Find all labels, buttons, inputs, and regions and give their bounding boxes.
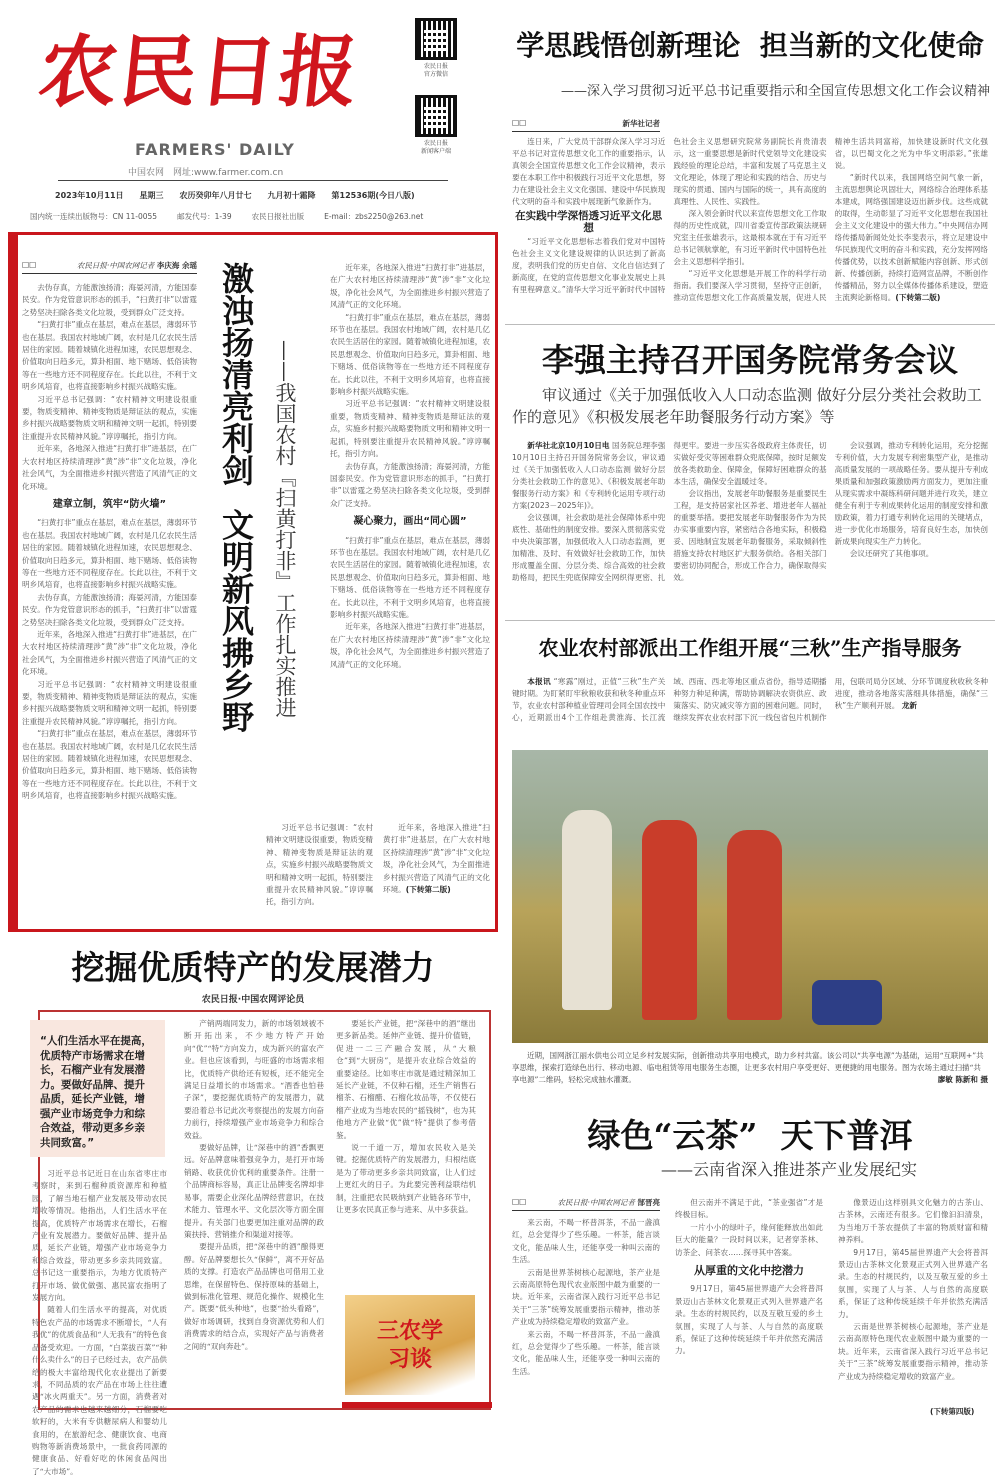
farmer-figure [562,810,612,1010]
commentary-col2: 产销两端同发力，新的市场领域被不断开拓出来，不少地方特产开始向“优”“特”方向发力，成为新兴的富农产业。但也应该看到，与旺盛的市场需求相比，优质特产供给还有短板，还不能完全满足日益增长的市场需求。“酒香也怕巷子深”，要挖掘优质特产的发展潜力，就要沿着总书记此次考察提出的发展方向奋力前行，持续增强产业市场竞争力和综合效益。 要做好品牌，让“深巷中的酒”香飘更远。好品牌意味着强竞争力，是打开市场销路、收获优价优利的重要条件。注册一个品牌商标容易，真正让品牌变名牌却非易事，需要企业深化品牌经营意识，在技术能力、管理水平、文化层次等方面全面提升。有关部门也要更加注重对品牌的政策扶持、营销推介和渠道对接等。 要提升品质，把“深巷中的酒”酿得更醇。好品牌要想长久“保鲜”，离不开好品质的支撑。打造农产品品牌也可借用工业思维，在保留特色、保持原味的基础上，做到标准化管理、规范化操作、规模化生产。既要“低头种地”，也要“抬头看路”，做好市场调研，找到自身资源优势和人们消费需求的结合点，实现好产品与消费者之间的“双向奔赴”。 [184,1019,324,1351]
qr-app[interactable] [415,95,457,156]
bag [812,980,882,1025]
feature-body-end: 习近平总书记强调：“农村精神文明建设很重要，物质变精神、精神变物质是辩证法的观点，实施乡村振兴战略要物质文明和精神文明一起抓，特别要注重提升农民精神风貌。”谆谆嘱托，指引方向。 近年来，各地深入推进“扫黄打非”进基层，在广大农村地区持续清理涉“黄”涉“非”文化垃圾，净化社会风气，为全面推进乡村振兴营造了风清气正的文化环境。(下转第二版) [266,823,490,907]
feature-body-col3: 近年来，各地深入推进“扫黄打非”进基层，在广大农村地区持续清理涉“黄”涉“非”文化垃圾，净化社会风气，为全面推进乡村振兴营造了风清气正的文化环境。 “扫黄打非”重点在基层，难点在基层，薄弱环节也在基层。我国农村地域广阔，农村是几亿农民生活居住的家园。随着城镇化进程加速，农民思想观念、价值取向日趋多元，算卦相面、地下赌场、低俗读物等在一些地方还不同程度存在。长此以往，不利于文明乡风培育，也将直接影响乡村振兴战略实施。 习近平总书记强调：“农村精神文明建设很重要，物质变精神、精神变物质是辩证法的观点，实施乡村振兴战略要物质文明和精神文明一起抓，特别要注重提升农民精神风貌。”谆谆嘱托，指引方向。 去伪存真，方能激浊扬清；海晏河清，方能国泰民安。作为党管意识形态的抓手，“扫黄打非”以雷霆之势坚决扫除各类文化垃圾，受到群众广泛支持。 凝心聚力，画出“同心圆” “扫黄打非”重点在基层，难点在基层，薄弱环节也在基层。我国农村地域广阔，农村是几亿农民生活居住的家园。随着城镇化进程加速，农民思想观念、价值取向日趋多元，算卦相面、地下赌场、低俗读物等在一些地方还不同程度存在。长此以往，不利于文明乡风培育，也将直接影响乡村振兴战略实施。 近年来，各地深入推进“扫黄打非”进基层，在广大农村地区持续清理涉“黄”涉“非”文化垃圾，净化社会风气，为全面推进乡村振兴营造了风清气正的文化环境。 [330,263,490,669]
tea-col2: 但云南并不满足于此，“茶业强省”才是终极目标。 一片小小的绿叶子，缘何能释放出如此巨大的能量？一段时间以来，记者穿茶林、访茶企、问茶农……探寻其中答案。 从厚重的文化中挖潜力 9月17日，第45届世界遗产大会将普洱景迈山古茶林文化景观正式列入世界遗产名录。生态的村规民约，以及互敬互爱的乡土氛围，实现了人与茶、人与自然的高度联系，保证了这种传统延续千年并依然充满活力。 [675,1198,823,1356]
qr-code-icon [415,18,457,60]
section-subhead: 在实践中学深悟透习近平文化思想 [515,210,663,234]
newspaper-logo: 农民日报 [34,27,365,118]
section-subhead: 建章立制，筑牢“防火墙” [52,498,167,510]
liqiang-subheadline: 审议通过《关于加强低收入人口动态监测 做好分层分类社会救助工作的意见》《积极发展老年助餐服务行动方案》等 [512,386,982,426]
commentary-col3: 要延长产业链，把“深巷中的酒”继出更多新品类。延伸产业链、提升价值链，促进一二三产融合发展，从“大粮仓”到“大厨房”，是提升农业综合效益的重要途径。比如枣庄市就是通过精深加工延长产业链，不仅种石榴，还生产销售石榴茶、石榴醋、石榴化妆品等，不仅使石榴产业成为当地农民的“摇钱树”，也为其他地方产业做“优”做“特”提供了参考借鉴。 说一千道一万，增加农民收入是关键。挖掘优质特产的发展潜力，归根结底是为了带动更多乡亲共同致富，让人们过上更红火的日子。为此要完善利益联结机制，注重把农民吸纳到产业链各环节中，让更多农民真正参与进来、从中多获益。 [336,1019,476,1215]
agri-body: 本报讯 “寒露”刚过，正值“三秋”生产关键时期。为盯紧盯牢秋粮收获和秋冬种重点环节，农业农村部种植业管理司会同全国农技中心，近期派出4个工作组赴黄淮海、长江流域、西南、西北等地区重点省份，指导适期播种努力种足种满，帮助协调解决农资供应、政策落实、防灾减灾等方面的困难问题。同时，继续发挥农业农村部下沉一线包省包片机制作用，包联司局分区域、分环节调度秋收秋冬种进度，推动各地落实落细具体措施，确保“三秋”生产顺利开展。 龙新 [512,677,988,722]
date: 2023年10月11日 [55,191,124,200]
commentary-headline: 挖掘优质特产的发展潜力 [71,948,435,987]
author: 龙新 [901,701,917,710]
worker-figure [727,830,782,1020]
lunar-date: 农历癸卯年八月廿七 [179,191,252,200]
continued-note: (下转第二版) [895,293,941,302]
site-line: 中国农网 网址:www.farmer.com.cn [128,168,284,178]
weekday: 星期三 [139,191,164,200]
tea-headline: 绿色“云茶” 天下普洱 [587,1116,913,1155]
section-subhead: 从厚重的文化中挖潜力 [694,1264,804,1278]
dateline: 本报讯 [527,677,551,686]
qr-label: 农民日报 新闻客户端 [420,140,451,155]
english-name: FARMERS' DAILY [135,140,295,159]
tea-col1: 来云南，不喝一杯普洱茶，不品一盏滇红，总会觉得少了些乐趣。一杯茶，能言谈文化，能品味人生，还能享受一种叫云南的生活。 云南是世界茶树核心起源地，茶产业是云南高原特色现代农业版图中最为重要的一块。近年来，云南省深入践行习近平总书记关于“三茶”统筹发展重要指示精神，推动茶产业成为持续稳定增收的致富产业。 来云南，不喝一杯普洱茶，不品一盏滇红，总会觉得少了些乐趣。一杯茶，能言谈文化，能品味人生，还能享受一种叫云南的生活。 [512,1218,660,1376]
tea-subheadline: ——云南省深入推进茶产业发展纪实 [660,1160,917,1179]
commentary-col1: 习近平总书记近日在山东省枣庄市考察时，来到石榴种质资源库和种植园，了解当地石榴产业发展及带动农民增收等情况。他指出，人们生活水平在提高，优质特产市场需求在增长，石榴产业有发展潜力。要做好品牌、提升品质，延长产业链，增强产业市场竞争力和综合效益，带动更多乡亲共同致富。总书记这一重要指示，为地方优质特产打开市场、做优做强、惠民富农指明了发展方向。 随着人们生活水平的提高，对优质特色农产品的市场需求不断增长，“人有我优”的优质食品和“人无我有”的特色食品备受欢迎。一方面，“白菜拔百菜”“种什么卖什么”的日子已经过去，农产品供给的极大丰富给现代化农业提出了新要求，不同品质的农产品在市场上往往遭遇“冰火两重天”。另一方面，消费者对农产品的需求也越来越细分，石榴要吃软籽的，大米有专供糖尿病人和婴幼儿食用的，在旅游纪念、健康饮食、电商购物等新消费场景中，一批食药同源的健康食品、好看好吃的休闲食品闯出了“大市场”。 [32,1169,167,1476]
solar-term: 九月初十霜降 [267,191,316,200]
email: E-mail：zbs2250@263.net [324,212,424,221]
lead-subheadline: ——深入学习贯彻习近平总书记重要指示和全国宣传思想文化工作会议精神 [560,84,990,99]
publisher: 农民日报社出版 [251,212,305,221]
postal-code: 邮发代号：1-39 [177,212,232,221]
dateline: 新华社北京10月10日电 [527,441,610,450]
byline: □□ 新华社记者 [512,118,660,132]
column-logo: 三农学习谈 [345,1295,475,1395]
continued-note: (下转第二版) [405,885,451,895]
feature-headline: 激浊扬清亮利剑 文明新风拂乡野 [217,262,255,733]
news-photo[interactable] [512,750,988,1043]
qr-label: 农民日报 官方微信 [423,63,448,78]
feature-subheadline: ——我国农村『扫黄打非』工作扎实推进 [273,340,297,718]
issue-number: 第12536期(今日八版) [331,191,415,200]
liqiang-headline: 李强主持召开国务院常务会议 [541,341,958,379]
lead-headline: 学思践悟创新理论 担当新的文化使命 [516,29,984,62]
section-subhead: 凝心聚力，画出“同心圆” [353,516,467,528]
feature-body-col1: 去伪存真，方能激浊扬清；海晏河清，方能国泰民安。作为党管意识形态的抓手，“扫黄打非”以雷霆之势坚决扫除各类文化垃圾，受到群众广泛支持。 “扫黄打非”重点在基层，难点在基层，薄弱环节也在基层。我国农村地域广阔，农村是几亿农民生活居住的家园。随着城镇化进程加速，农民思想观念、价值取向日趋多元，算卦相面、地下赌场、低俗读物等在一些地方还不同程度存在。长此以往，不利于文明乡风培育，也将直接影响乡村振兴战略实施。 习近平总书记强调：“农村精神文明建设很重要，物质变精神、精神变物质是辩证法的观点，实施乡村振兴战略要物质文明和精神文明一起抓，特别要注重提升农民精神风貌。”谆谆嘱托，指引方向。 近年来，各地深入推进“扫黄打非”进基层，在广大农村地区持续清理涉“黄”涉“非”文化垃圾，净化社会风气，为全面推进乡村振兴营造了风清气正的文化环境。 建章立制，筑牢“防火墙” “扫黄打非”重点在基层，难点在基层，薄弱环节也在基层。我国农村地域广阔，农村是几亿农民生活居住的家园。随着城镇化进程加速，农民思想观念、价值取向日趋多元，算卦相面、地下赌场、低俗读物等在一些地方还不同程度存在。长此以往，不利于文明乡风培育，也将直接影响乡村振兴战略实施。 去伪存真，方能激浊扬清；海晏河清，方能国泰民安。作为党管意识形态的抓手，“扫黄打非”以雷霆之势坚决扫除各类文化垃圾，受到群众广泛支持。 近年来，各地深入推进“扫黄打非”进基层，在广大农村地区持续清理涉“黄”涉“非”文化垃圾，净化社会风气，为全面推进乡村振兴营造了风清气正的文化环境。 习近平总书记强调：“农村精神文明建设很重要，物质变精神、精神变物质是辩证法的观点，实施乡村振兴战略要物质文明和精神文明一起抓，特别要注重提升农民精神风貌。”谆谆嘱托，指引方向。 “扫黄打非”重点在基层，难点在基层，薄弱环节也在基层。我国农村地域广阔，农村是几亿农民生活居住的家园。随着城镇化进程加速，农民思想观念、价值取向日趋多元，算卦相面、地下赌场、低俗读物等在一些地方还不同程度存在。长此以往，不利于文明乡风培育，也将直接影响乡村振兴战略实施。 [22,283,197,801]
tea-col3: 像景迈山这样别具文化魅力的古茶山、古茶林，云南还有很多。它们像汩汩清泉，为当地万千茶农提供了丰富的物质财富和精神养料。 9月17日，第45届世界遗产大会将普洱景迈山古茶林文化景观正式列入世界遗产名录。生态的村规民约，以及互敬互爱的乡土氛围，实现了人与茶、人与自然的高度联系，保证了这种传统延续千年并依然充满活力。 云南是世界茶树核心起源地，茶产业是云南高原特色现代农业版图中最为重要的一块。近年来，云南省深入践行习近平总书记关于“三茶”统筹发展重要指示精神，推动茶产业成为持续稳定增收的致富产业。 [838,1198,988,1381]
worker-figure [642,820,697,1020]
continued-note: (下转第四版) [930,1407,975,1416]
cn-number: 国内统一连续出版物号：CN 11-0055 [30,212,158,221]
publication-info [30,211,423,222]
pull-quote: “人们生活水平在提高，优质特产市场需求在增长，石榴产业有发展潜力。要做好品牌、提升品质，延长产业链，增强产业市场竞争力和综合效益，带动更多乡亲共同致富。” [30,1020,165,1157]
photo-credit: 廖敏 陈新和 摄 [937,1075,988,1084]
lead-body: 连日来，广大党员干部群众深入学习习近平总书记对宣传思想文化工作的重要指示，认真领会全国宣传思想文化工作会议精神，表示要在本职工作中积极践行习近平文化思想，努力在建设社会主义文化强国、建设中华民族现代文明的奋斗和实践中展现新气象新作为。 在实践中学深悟透习近平文化思想 “习近平文化思想标志着我们党对中国特色社会主义文化建设规律的认识达到了新高度，表明我们党的历史自信、文化自信达到了新高度，在党的宣传思想文化事业发展史上具有里程碑意义。”清华大学习近平新时代中国特色社会主义思想研究院常务副院长肖贵清表示，这一重要思想是新时代党领导文化建设实践经验的理论总结，丰富和发展了马克思主义文化理论，体现了理论和实践的结合、历史与现实的贯通、国内与国际的统一，具有高度的真理性、人民性、实践性。 深入领会新时代以来宣传思想文化工作取得的历史性成就，四川省委宣传部政策法规研究室主任张雄表示，这最根本就在于有习近平总书记领航掌舵，有习近平新时代中国特色社会主义思想科学指引。 “习近平文化思想是开展工作的科学行动指南。我们要深入学习贯彻，坚持守正创新，推动宣传思想文化工作高质量发展，促进人民精神生活共同富裕，加快建设新时代文化强省，以巴蜀文化之光为中华文明添彩。”张雄说。 “新时代以来，我国网络空间气象一新，主流思想舆论巩固壮大，网络综合治理体系基本建成，网络强国建设迈出新步伐。这些成就的取得，生动彰显了习近平文化思想在我国社会主义文化建设中的强大伟力。”中央网信办网络传播局新闻处处长李斐表示，将立足建设中华民族现代文明的奋斗和实践，充分发挥网络传播优势，以技术创新赋能内容创新、形式创新、传播创新，持续打造网宣品牌，不断创作传播精品，努力以全媒体传播体系建设，塑造主流舆论新格局。(下转第二版) [512,137,988,302]
photo-caption: 近期，国网浙江丽水供电公司立足乡村发展实际，创新推动共享用电模式，助力乡村共富。该公司以“共享电源”为基础，运用“互联网+”共享思维，探索打造绿色出行、移动电源、临电租赁等用电服务生态圈，让更多农村用户享受更好、更便捷的用电服务。图为农场主通过扫描“共享电源”二维码，轻松完成抽水灌溉。 廖敏 陈新和 摄 [512,1051,988,1084]
liqiang-body: 新华社北京10月10日电 国务院总理李强10月10日主持召开国务院常务会议，审议通过《关于加强低收入人口动态监测 做好分层分类社会救助工作的意见》、《积极发展老年助餐服务行动方案》和《专利转化运用专项行动方案(2023－2025年)》。 会议强调，社会救助是社会保障体系中兜底性、基础性的制度安排。要深入贯彻落实党中央决策部署，加强低收入人口动态监测，更加精准、及时、有效做好社会救助工作，加快形成覆盖全面、分层分类、综合高效的社会救助格局，把民生兜底保障安全网织得更密、扎得更牢。要进一步压实各级政府主体责任，切实做好受灾等困难群众兜底保障，按时足额发放各类救助金、保障金，保障好困难群众的基本生活，确保安全温暖过冬。 会议指出，发展老年助餐服务是重要民生工程，是支持居家社区养老、增进老年人福祉的重要举措。要把发展老年助餐服务作为为民办实事重要内容，紧密结合各地实际，积极稳妥、因地制宜发展老年助餐服务，采取倾斜性措施支持农村地区扩大服务供给。各相关部门要密切协同配合，形成工作合力，确保取得实效。 会议强调，推动专利转化运用，充分挖掘专利价值，大力发展专利密集型产业，是推动高质量发展的一项战略任务。要从提升专利成果质量和加强政策激励两方面发力，更加注重从现实需求中凝练科研问题并进行攻关，建立健全有利于专利成果转化运用的制度安排和激励政策，着力打通专利转化运用的关键堵点，进一步优化市场服务，培育良好生态，加快创新成果向现实生产力转化。 会议还研究了其他事项。 [512,441,988,582]
byline: □□ 农民日报·中国农网记者 郜晋亮 [512,1197,660,1211]
qr-wechat[interactable] [415,18,457,79]
commentary-byline: 农民日报·中国农网评论员 [201,995,305,1005]
byline: □□ 农民日报·中国农网记者 李庆海 余瑶 [22,260,197,274]
agri-headline: 农业农村部派出工作组开展“三秋”生产指导服务 [538,636,962,660]
qr-code-icon [415,95,457,137]
date-line [55,190,415,201]
